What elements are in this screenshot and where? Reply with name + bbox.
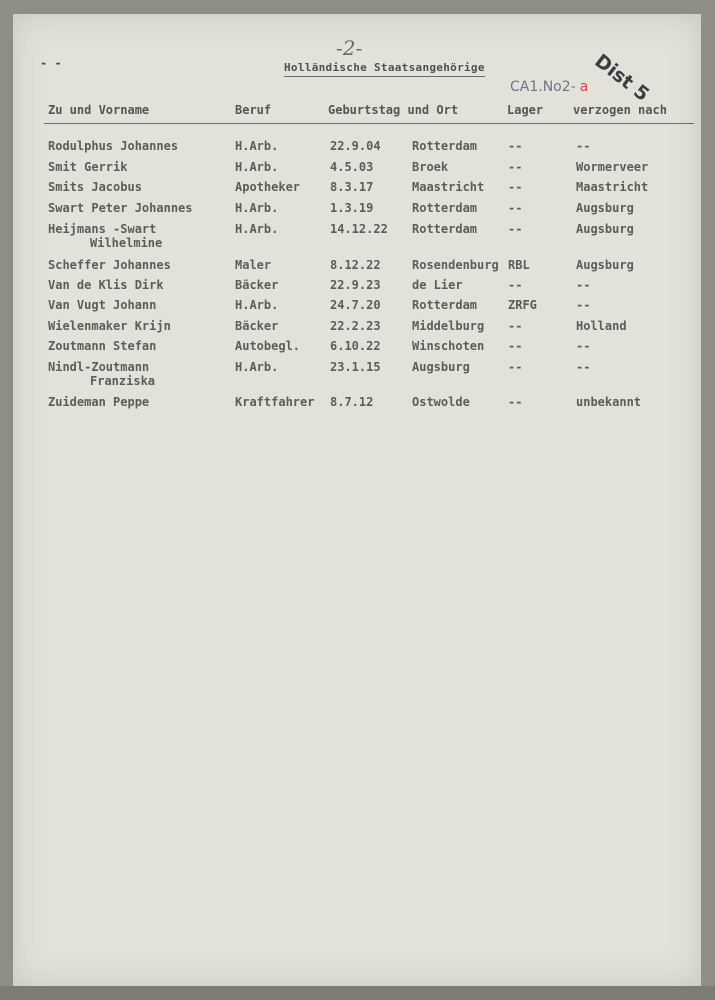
person-name: Scheffer Johannes [48,258,171,272]
archive-ref-text: CA1.No2- [510,79,576,95]
birth-date: 4.5.03 [330,160,374,174]
birth-date: 8.7.12 [330,395,374,409]
table-row [0,258,700,278]
camp: -- [508,319,523,333]
table-row [0,395,700,415]
birth-date: 8.12.22 [330,258,381,272]
birth-date: 6.10.22 [330,339,381,353]
moved-to: -- [576,278,591,292]
moved-to: Augsburg [576,222,634,236]
moved-to: -- [576,339,591,353]
table-row [0,360,700,388]
occupation: H.Arb. [235,222,279,236]
person-name: Zuideman Peppe [48,395,150,409]
column-header-lager: Lager [507,103,544,117]
moved-to: Wormerveer [576,160,649,174]
table-row [0,180,700,200]
table-row [0,298,700,318]
table-row [0,201,700,221]
name-line-1: Nindl-Zoutmann [48,360,150,374]
name-line-2: Franziska [90,374,156,388]
birth-place: Middelburg [412,319,485,333]
moved-to: -- [576,139,591,153]
column-header-verzogen: verzogen nach [573,103,667,117]
table-row [0,278,700,298]
birth-date: 1.3.19 [330,201,374,215]
person-name [48,360,155,388]
table-row [0,339,700,359]
occupation: Bäcker [235,278,279,292]
tick-mark: - - [40,56,62,70]
camp: -- [508,278,523,292]
occupation: Autobegl. [235,339,301,353]
moved-to: Maastricht [576,180,649,194]
camp: -- [508,395,523,409]
occupation: H.Arb. [235,201,279,215]
column-header-beruf: Beruf [235,103,272,117]
occupation: H.Arb. [235,360,279,374]
occupation: H.Arb. [235,298,279,312]
birth-place: de Lier [412,278,463,292]
camp: ZRFG [508,298,537,312]
camp: -- [508,222,523,236]
person-name: Zoutmann Stefan [48,339,157,353]
occupation: Maler [235,258,272,272]
occupation: H.Arb. [235,139,279,153]
birth-date: 22.9.23 [330,278,381,292]
occupation: H.Arb. [235,160,279,174]
table-row [0,160,700,180]
birth-date: 22.9.04 [330,139,381,153]
person-name: Swart Peter Johannes [48,201,193,215]
birth-place: Ostwolde [412,395,470,409]
column-header-name: Zu und Vorname [48,103,150,117]
camp: -- [508,139,523,153]
moved-to: -- [576,298,591,312]
camp: -- [508,339,523,353]
person-name: Wielenmaker Krijn [48,319,171,333]
birth-place: Maastricht [412,180,485,194]
occupation: Bäcker [235,319,279,333]
moved-to: Holland [576,319,627,333]
page-number: -2- [336,36,363,60]
camp: -- [508,201,523,215]
birth-place: Rotterdam [412,222,478,236]
birth-date: 14.12.22 [330,222,388,236]
occupation: Apotheker [235,180,301,194]
person-name [48,222,162,250]
birth-place: Winschoten [412,339,485,353]
birth-place: Augsburg [412,360,470,374]
moved-to: -- [576,360,591,374]
camp: -- [508,180,523,194]
column-header-geburtstag: Geburtstag und Ort [328,103,459,117]
header-rule [44,123,694,124]
camp: -- [508,360,523,374]
camp: RBL [508,258,530,272]
name-line-2: Wilhelmine [90,236,163,250]
birth-place: Rotterdam [412,139,478,153]
archive-reference [510,79,588,95]
person-name: Van Vugt Johann [48,298,157,312]
birth-place: Rotterdam [412,298,478,312]
scan-border [0,986,715,1000]
moved-to: Augsburg [576,258,634,272]
birth-date: 23.1.15 [330,360,381,374]
occupation: Kraftfahrer [235,395,315,409]
document-title: Holländische Staatsangehörige [284,61,485,77]
person-name: Rodulphus Johannes [48,139,179,153]
person-name: Smit Gerrik [48,160,128,174]
archive-ref-red-mark: a [579,79,589,95]
birth-place: Rotterdam [412,201,478,215]
birth-date: 8.3.17 [330,180,374,194]
moved-to: unbekannt [576,395,642,409]
table-row [0,139,700,159]
district-stamp: Dist 5 [590,50,654,106]
birth-date: 22.2.23 [330,319,381,333]
camp: -- [508,160,523,174]
moved-to: Augsburg [576,201,634,215]
birth-place: Broek [412,160,449,174]
table-row [0,222,700,250]
birth-date: 24.7.20 [330,298,381,312]
name-line-1: Heijmans -Swart [48,222,157,236]
person-name: Van de Klis Dirk [48,278,164,292]
table-row [0,319,700,339]
person-name: Smits Jacobus [48,180,142,194]
birth-place: Rosendenburg [412,258,499,272]
